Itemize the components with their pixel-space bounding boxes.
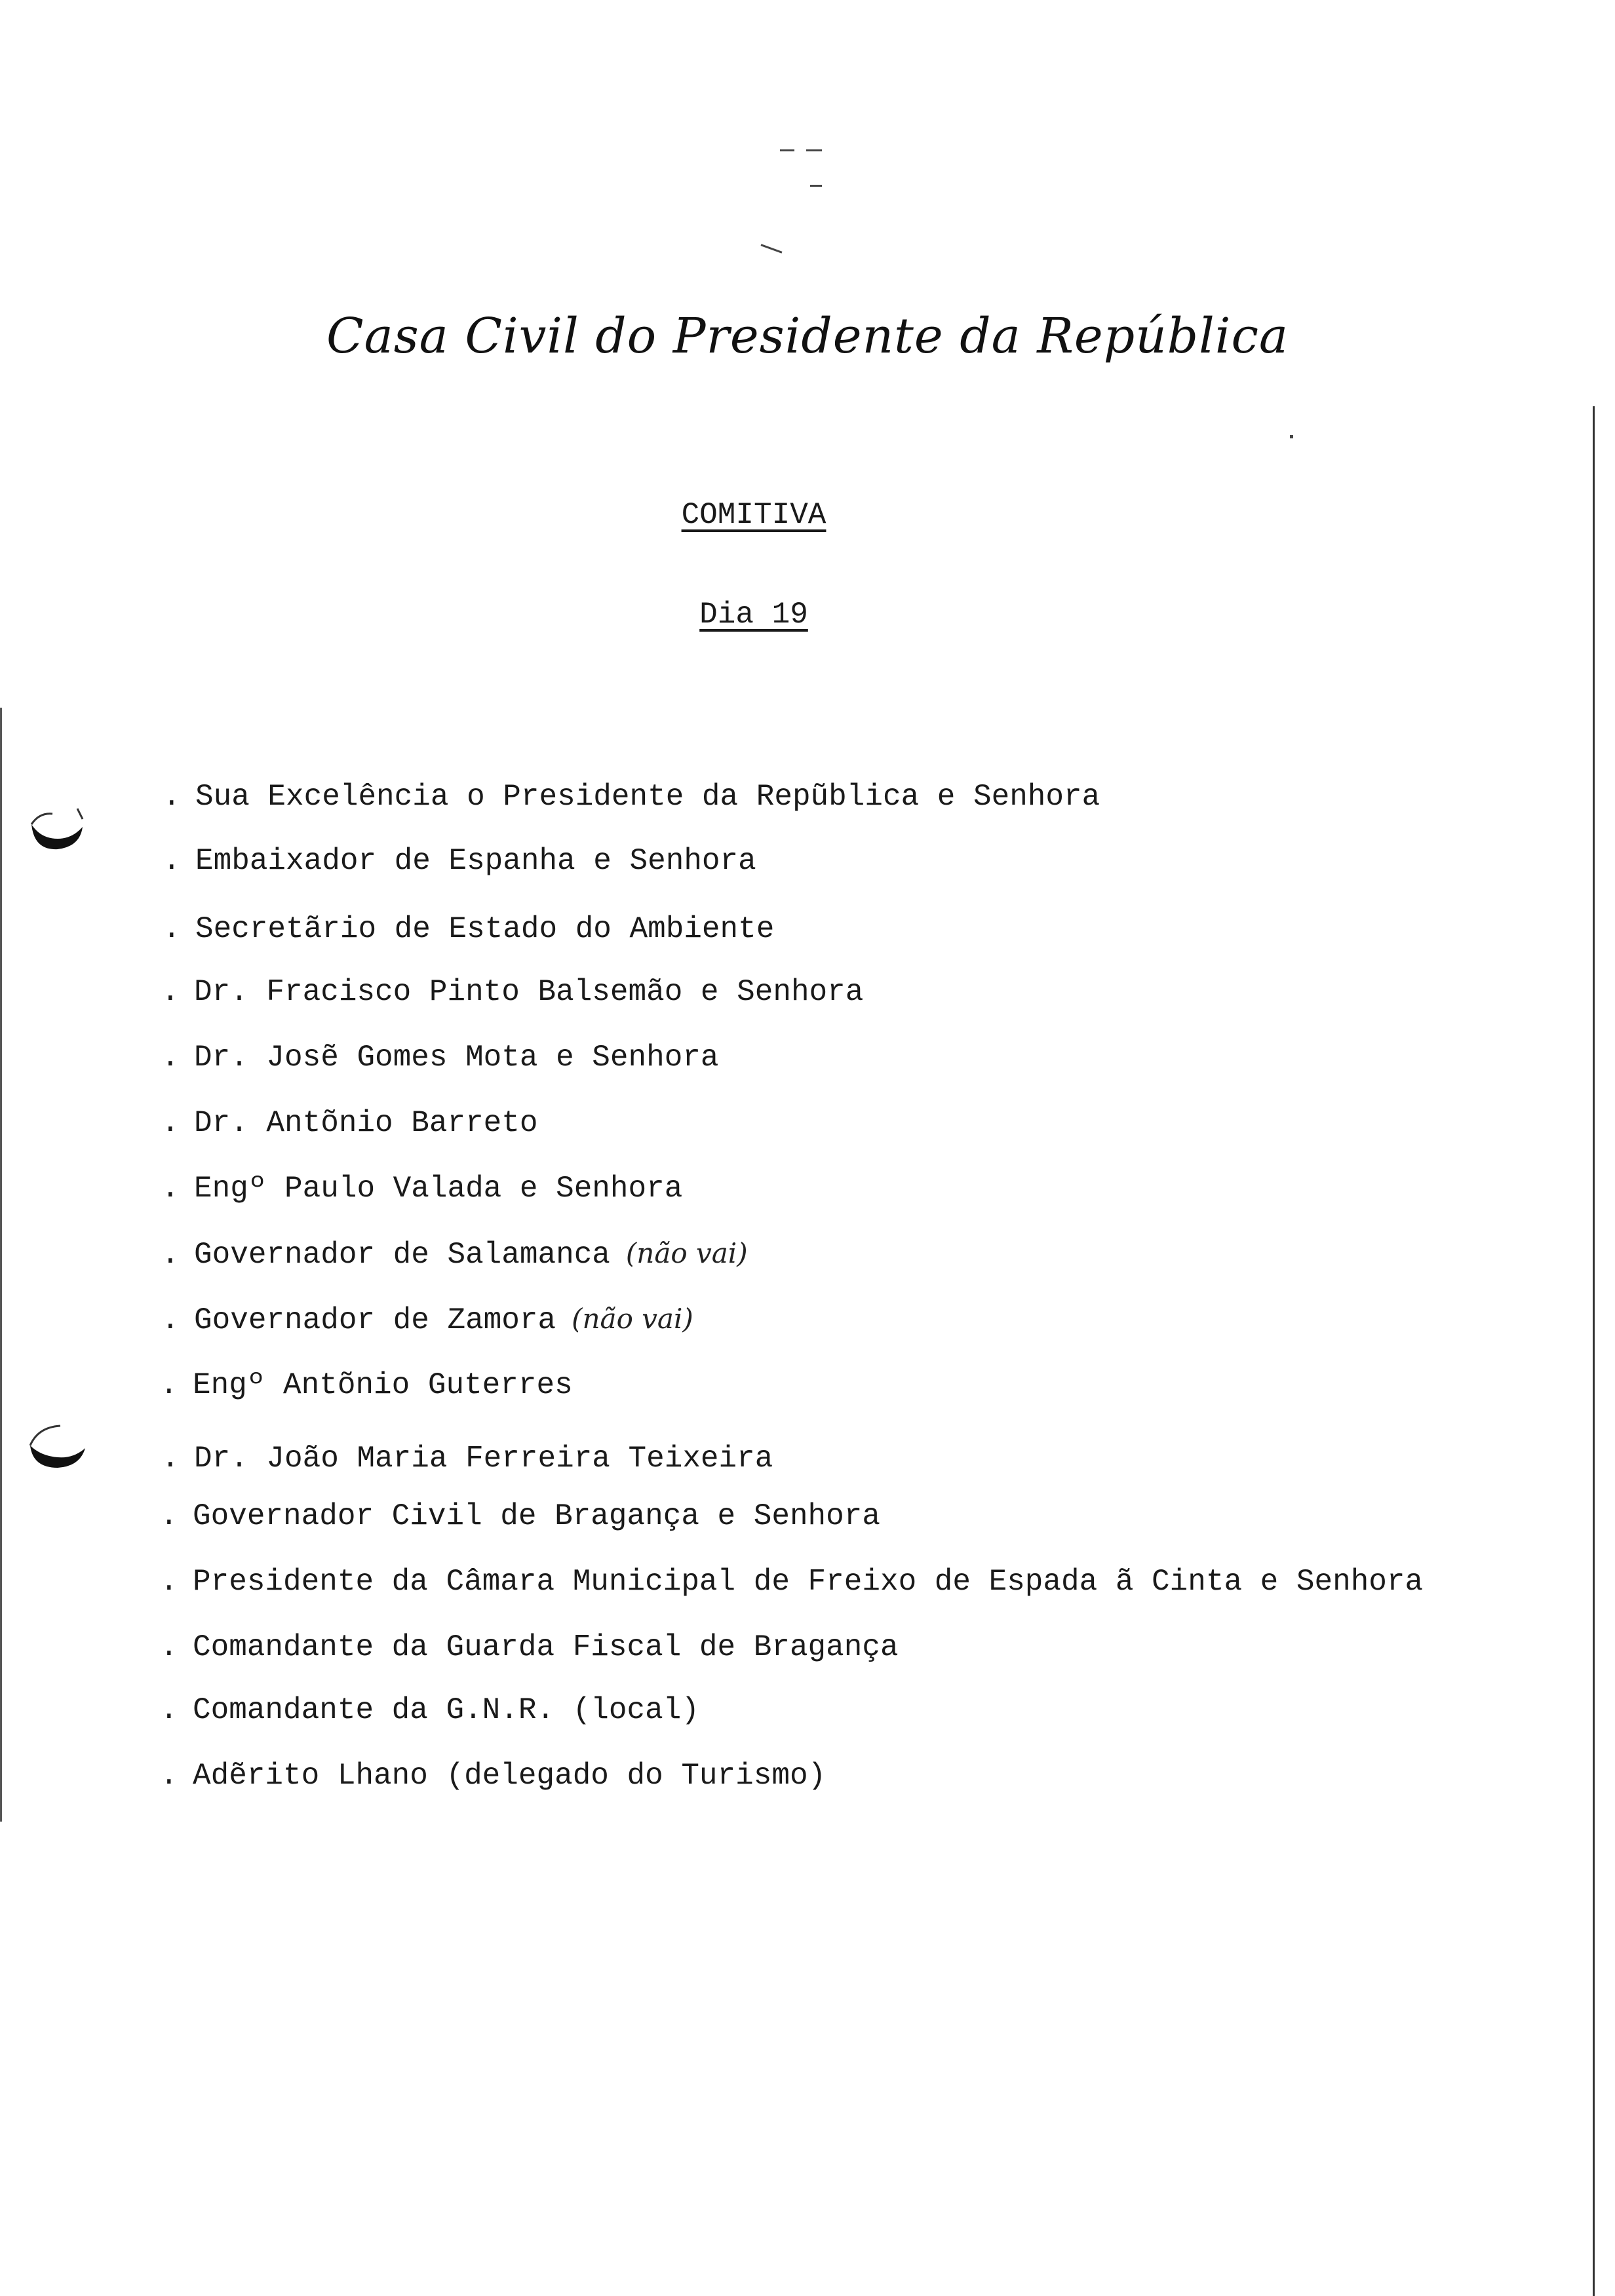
speck <box>810 185 822 187</box>
list-item-bullet: . <box>163 844 181 878</box>
list-item <box>160 1693 699 1727</box>
list-item-bullet: . <box>160 1630 178 1664</box>
page-title: COMITIVA <box>681 498 827 532</box>
speck <box>1290 435 1293 438</box>
list-item <box>161 1303 693 1337</box>
list-item <box>161 975 863 1009</box>
list-item-text: Engº Antõnio Guterres <box>193 1368 573 1402</box>
list-item-bullet: . <box>160 1368 178 1402</box>
list-item-text: Dr. Fracisco Pinto Balsemão e Senhora <box>194 975 864 1009</box>
list-item <box>163 780 1100 814</box>
list-item-bullet: . <box>161 1172 180 1206</box>
list-item-text: Engº Paulo Valada e Senhora <box>194 1172 683 1206</box>
list-item <box>160 1499 880 1533</box>
list-item-text: Embaixador de Espanha e Senhora <box>195 844 756 878</box>
list-item <box>160 1565 1423 1599</box>
list-item-text: Comandante da G.N.R. (local) <box>193 1693 699 1727</box>
list-item-bullet: . <box>160 1693 178 1727</box>
list-item-bullet: . <box>163 912 181 946</box>
list-item <box>161 1442 773 1476</box>
list-item <box>163 844 756 878</box>
list-item-bullet: . <box>161 1106 180 1140</box>
list-item-bullet: . <box>163 780 181 814</box>
speck <box>806 149 822 151</box>
list-item-text: Presidente da Câmara Municipal de Freixo de Espada ã Cinta e Senhora <box>193 1565 1424 1599</box>
list-item-text: Dr. Antõnio Barreto <box>194 1106 538 1140</box>
list-item <box>161 1172 682 1206</box>
punch-hole-bottom <box>26 1415 85 1474</box>
list-item-bullet: . <box>160 1759 178 1793</box>
list-item <box>160 1759 826 1793</box>
list-item-text: Governador de Salamanca <box>194 1238 610 1272</box>
list-item-text: Dr. Josẽ Gomes Mota e Senhora <box>194 1041 719 1075</box>
handwritten-note: (não vai) <box>572 1303 693 1335</box>
list-item-bullet: . <box>161 1303 180 1337</box>
list-item <box>160 1368 573 1402</box>
list-item-bullet: . <box>161 1041 180 1075</box>
list-item-bullet: . <box>161 1238 180 1272</box>
list-item <box>161 1106 538 1140</box>
handwritten-note: (não vai) <box>625 1237 748 1269</box>
list-item-bullet: . <box>161 975 180 1009</box>
list-item-bullet: . <box>161 1442 180 1476</box>
list-item-text: Comandante da Guarda Fiscal de Bragança <box>193 1630 899 1664</box>
list-item-text: Governador de Zamora <box>194 1303 556 1337</box>
speck <box>761 244 783 253</box>
list-item-text: Adẽrito Lhano (delegado do Turismo) <box>193 1759 827 1793</box>
list-item-bullet: . <box>160 1499 178 1533</box>
page-edge-line <box>1593 406 1595 2296</box>
letterhead: Casa Civil do Presidente da República <box>326 308 1289 364</box>
page-left-edge-line <box>0 708 2 1822</box>
list-item <box>161 1041 719 1075</box>
punch-hole-top <box>26 799 85 858</box>
list-item <box>163 912 774 946</box>
list-item-text: Sua Excelência o Presidente da Repũblica e Senhora <box>195 780 1100 814</box>
list-item-text: Dr. João Maria Ferreira Teixeira <box>194 1442 773 1476</box>
list-item-text: Secretãrio de Estado do Ambiente <box>195 912 775 946</box>
list-item <box>160 1630 899 1664</box>
speck <box>780 149 794 151</box>
page-subtitle: Dia 19 <box>699 598 808 632</box>
list-item-bullet: . <box>160 1565 178 1599</box>
list-item-text: Governador Civil de Bragança e Senhora <box>193 1499 880 1533</box>
list-item <box>161 1237 748 1272</box>
